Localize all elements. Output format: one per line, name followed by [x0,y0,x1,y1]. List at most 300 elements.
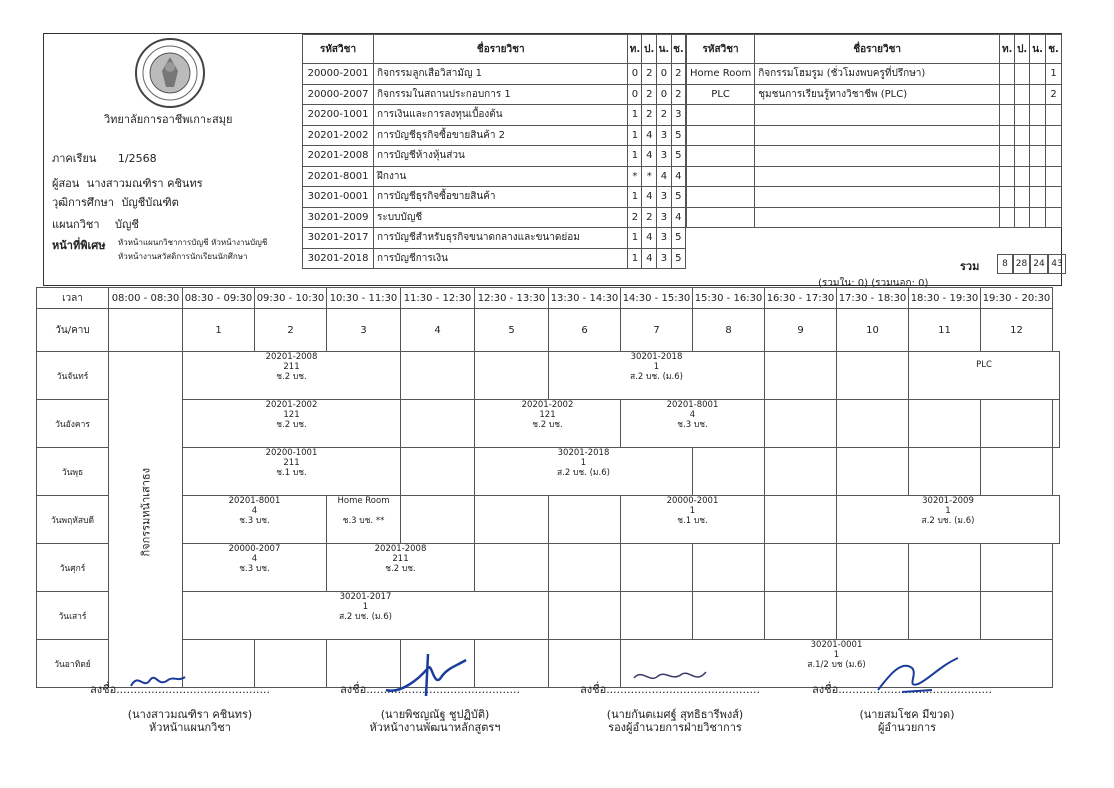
subject-code [687,146,755,167]
slot-code: 30201-2017 [339,592,392,602]
slot-room: 1 [945,506,951,516]
slot-room: 4 [251,506,258,516]
total-n: 24 [1030,254,1048,274]
subject-c: 5 [671,125,685,146]
subject-code [687,125,755,146]
period-label: วัน/คาบ [37,309,109,352]
subject-code: 30201-0001 [303,187,374,208]
subject-t [1000,64,1015,85]
slot-tue-3[interactable] [621,400,765,448]
subject-c [1046,146,1062,167]
sign-label: ลงชื่อ [812,683,839,696]
slot-thu-3[interactable] [621,496,765,544]
left-row [303,187,686,208]
subjects-header-row [303,35,686,64]
subject-t [1000,125,1015,146]
subject-t: 1 [628,228,642,249]
empty-slot [909,592,981,640]
col-name-right: ชื่อรายวิชา [755,35,1000,64]
subject-n: 2 [657,105,672,126]
duty-line-2: หัวหน้างานสวัสดิการนักเรียนนักศึกษา [118,252,248,261]
subject-n [1030,125,1046,146]
col-t: ท. [628,35,642,64]
slot-code: 20201-8001 [666,400,719,410]
empty-slot [837,544,909,592]
subject-name: กิจกรรมลูกเสือวิสามัญ 1 [374,64,628,85]
slot-fri-2[interactable] [327,544,475,592]
row-monday [37,352,1060,400]
slot-room: 121 [539,410,556,420]
subject-name: ชุมชนการเรียนรู้ทางวิชาชีพ (PLC) [755,84,1000,105]
empty-slot [981,448,1053,496]
subject-p [1015,187,1030,208]
subject-p: 4 [642,248,657,269]
subject-n [1030,187,1046,208]
subject-t [1000,146,1015,167]
slot-group: ช.3 บช. ** [342,516,385,526]
empty-slot [693,592,765,640]
sign-line-2: ลงชื่อ............................................ [340,683,521,696]
slot-room: 1 [362,602,369,612]
row-tuesday [37,400,1060,448]
time-slot: 08:00 - 08:30 [109,288,183,309]
subject-p [1015,64,1030,85]
college-name: วิทยาลัยการอาชีพเกาะสมุย [104,113,233,126]
total-p: 28 [1013,254,1030,274]
right-row [687,207,1062,228]
time-slot: 15:30 - 16:30 [693,288,765,309]
left-row [303,228,686,249]
slot-code: 30201-2018 [630,352,683,362]
signature-2-icon [380,650,470,700]
time-slot: 13:30 - 14:30 [549,288,621,309]
duty-label: หน้าที่พิเศษ [52,239,106,252]
slot-thu-1[interactable] [183,496,327,544]
subject-n: 3 [657,248,672,269]
subject-n [1030,84,1046,105]
period-number: 9 [765,309,837,352]
slot-group: ช.3 บช. [677,420,708,430]
subject-p [1015,84,1030,105]
subject-p: * [642,166,657,187]
subject-name: กิจกรรมโฮมรูม (ชั่วโมงพบครูที่ปรึกษา) [755,64,1000,85]
left-row [303,105,686,126]
signer-1-role: หัวหน้าแผนกวิชา [149,721,231,734]
slot-tue-1[interactable] [183,400,401,448]
right-row [687,84,1062,105]
empty-slot [549,592,621,640]
subject-n: 0 [657,84,672,105]
empty-slot [621,592,693,640]
slot-mon-1[interactable] [183,352,401,400]
right-row [687,146,1062,167]
time-slot: 16:30 - 17:30 [765,288,837,309]
subject-t [1000,105,1015,126]
subject-t: 2 [628,207,642,228]
slot-code: 20200-1001 [265,448,318,458]
slot-sat-1[interactable] [183,592,549,640]
sign-line-1: ลงชื่อ............................................ [90,683,271,696]
empty-slot [765,352,837,400]
time-label: เวลา [37,288,109,309]
empty-slot [475,352,549,400]
empty-slot [981,400,1053,448]
total-c: 43 [1048,254,1066,274]
time-slot: 09:30 - 10:30 [255,288,327,309]
col-c: ช. [671,35,685,64]
subject-p: 4 [642,228,657,249]
day-friday: วันศุกร์ [37,544,109,592]
slot-code: Home Room [337,496,390,506]
day-thursday: วันพฤหัสบดี [37,496,109,544]
col-name: ชื่อรายวิชา [374,35,628,64]
slot-group: ส.1/2 บช (ม.6) [807,660,866,670]
subject-n: 3 [657,207,672,228]
subject-name: การบัญชีการเงิน [374,248,628,269]
dept-label: แผนกวิชา [52,218,100,231]
subject-name: การบัญชีห้างหุ้นส่วน [374,146,628,167]
subject-name [755,105,1000,126]
subject-code [687,187,755,208]
subject-n: 3 [657,125,672,146]
time-slot: 08:30 - 09:30 [183,288,255,309]
subject-p [1015,146,1030,167]
col-n-right: น. [1030,35,1046,64]
term-label: ภาคเรียน [52,152,97,165]
period-number: 1 [183,309,255,352]
term-row [52,149,157,167]
subject-code: 20000-2001 [303,64,374,85]
slot-room: 1 [653,362,660,372]
college-seal-icon [134,37,206,109]
period-number: 4 [401,309,475,352]
slot-thu-2[interactable] [327,496,401,544]
subject-code: 20000-2007 [303,84,374,105]
empty-slot [765,448,837,496]
subject-n: 3 [657,228,672,249]
degree-label: วุฒิการศึกษา [52,196,114,209]
left-row [303,248,686,269]
subject-n: 0 [657,64,672,85]
slot-group: ช.2 บช. [532,420,563,430]
empty-slot [475,544,549,592]
subject-code [687,105,755,126]
slot-fri-1[interactable] [183,544,327,592]
subject-code: 20201-2008 [303,146,374,167]
subject-name [755,166,1000,187]
slot-mon-2[interactable] [549,352,765,400]
subject-name [755,187,1000,208]
slot-room: 4 [251,554,258,564]
dept-row [52,215,139,233]
subject-c: 5 [671,248,685,269]
slot-thu-4[interactable] [837,496,1060,544]
empty-slot [401,352,475,400]
subject-c [1046,125,1062,146]
signature-1-icon [128,668,188,694]
left-row [303,64,686,85]
day-monday: วันจันทร์ [37,352,109,400]
dept-value: บัญชี [115,218,139,231]
empty-slot [909,400,981,448]
subject-p [1015,105,1030,126]
empty-slot [837,448,909,496]
subject-c [1046,207,1062,228]
signer-3-role: รองผู้อำนวยการฝ่ายวิชาการ [608,721,742,734]
time-slot: 11:30 - 12:30 [401,288,475,309]
subject-name: การเงินและการลงทุนเบื้องต้น [374,105,628,126]
subject-p: 2 [642,105,657,126]
empty-slot [401,448,475,496]
signature-block-4 [812,680,1002,734]
empty-slot [837,592,909,640]
right-row [687,64,1062,85]
slot-group: ช.2 บช. [385,564,416,574]
slot-code: 20201-8001 [228,496,281,506]
empty-slot [765,496,837,544]
right-row [687,166,1062,187]
empty-slot [1053,400,1060,448]
slot-room: 211 [392,554,409,564]
time-slot: 12:30 - 13:30 [475,288,549,309]
subject-code [687,166,755,187]
slot-code: 30201-2018 [557,448,610,458]
subject-name [755,207,1000,228]
subject-c: 3 [671,105,685,126]
slot-code: 20201-2002 [265,400,318,410]
subject-t: 1 [628,125,642,146]
subject-c: 4 [671,207,685,228]
signer-2-role: หัวหน้างานพัฒนาหลักสูตรฯ [369,721,501,734]
totals [997,254,1066,274]
empty-slot [765,544,837,592]
signer-4-role: ผู้อำนวยการ [877,721,937,734]
flag-activity-label: กิจกรรมหน้าเสาธง [139,467,153,556]
slot-wed-1[interactable] [183,448,401,496]
time-slot: 19:30 - 20:30 [981,288,1053,309]
day-saturday: วันเสาร์ [37,592,109,640]
col-code-right: รหัสวิชา [687,35,755,64]
subject-n [1030,105,1046,126]
slot-room: 1 [689,506,696,516]
sign-label: ลงชื่อ [90,683,117,696]
teacher-row [52,174,203,192]
slot-code: 30201-0001 [810,640,863,650]
slot-room: 1 [580,458,587,468]
subject-p [1015,207,1030,228]
slot-group: ส.2 บช. (ม.6) [630,372,683,382]
subject-t: 0 [628,84,642,105]
subject-name: ฝึกงาน [374,166,628,187]
subject-code: 30201-2018 [303,248,374,269]
signer-2-name: (นายพิชญณัฐ ชูปฏิบัติ) [380,708,490,721]
degree-value: บัญชีบัณฑิต [121,196,179,209]
subject-t: 1 [628,105,642,126]
slot-code: 20201-2002 [521,400,574,410]
left-row [303,125,686,146]
slot-room: 1 [833,650,840,660]
subject-t [1000,84,1015,105]
right-row [687,125,1062,146]
subject-name [755,125,1000,146]
slot-code: 20201-2008 [265,352,318,362]
day-sunday: วันอาทิตย์ [37,640,109,688]
sign-label: ลงชื่อ [580,683,607,696]
subject-code: PLC [687,84,755,105]
subject-t: 0 [628,64,642,85]
subjects-table-right [686,34,1062,228]
term-value: 1/2568 [117,152,157,165]
summary-text: (รวมใน: 0) (รวมนอก: 0) [818,278,929,289]
signature-block-1 [90,680,290,734]
subject-c: 2 [671,84,685,105]
subject-c: 4 [671,166,685,187]
col-p-right: ป. [1015,35,1030,64]
period-header-row [37,309,1060,352]
subject-code: Home Room [687,64,755,85]
empty-slot [549,496,621,544]
row-thursday [37,496,1060,544]
subject-n [1030,166,1046,187]
empty-slot [981,544,1053,592]
total-t: 8 [997,254,1013,274]
slot-group: ช.3 บช. [239,564,270,574]
subject-c: 5 [671,228,685,249]
period-number: 2 [255,309,327,352]
time-slot: 18:30 - 19:30 [909,288,981,309]
col-t-right: ท. [1000,35,1015,64]
subject-c: 5 [671,187,685,208]
total-label: รวม [960,260,980,273]
time-slot: 10:30 - 11:30 [327,288,401,309]
slot-group: ช.3 บช. [239,516,270,526]
period-number: 3 [327,309,401,352]
subject-name: การบัญชีธุรกิจซื้อขายสินค้า [374,187,628,208]
sign-line-4: ลงชื่อ............................................ [812,683,993,696]
subject-n [1030,64,1046,85]
subject-code: 20200-1001 [303,105,374,126]
subject-t [1000,166,1015,187]
subject-t [1000,187,1015,208]
subject-name: กิจกรรมในสถานประกอบการ 1 [374,84,628,105]
row-wednesday [37,448,1060,496]
subject-n: 3 [657,146,672,167]
slot-wed-2[interactable] [475,448,693,496]
left-row [303,146,686,167]
col-p: ป. [642,35,657,64]
signer-1-name: (นางสาวมณฑิรา คชินทร) [127,708,253,721]
subject-p: 2 [642,84,657,105]
signature-4-icon [872,654,962,698]
left-row [303,84,686,105]
slot-room: 121 [283,410,300,420]
subject-n [1030,207,1046,228]
subject-n: 4 [657,166,672,187]
empty-slot [909,544,981,592]
subject-name: การบัญชีสำหรับธุรกิจขนาดกลางและขนาดย่อม [374,228,628,249]
period-number: 6 [549,309,621,352]
slot-group: ช.1 บช. [677,516,708,526]
empty-slot [765,592,837,640]
signature-block-3 [580,680,770,734]
subject-code: 30201-2009 [303,207,374,228]
col-c-right: ช. [1046,35,1062,64]
subject-p [1015,166,1030,187]
slot-code: PLC [976,360,992,370]
teacher-value: นางสาวมณฑิรา คชินทร [86,177,203,190]
col-code: รหัสวิชา [303,35,374,64]
col-n: น. [657,35,672,64]
subject-c [1046,105,1062,126]
slot-mon-3[interactable] [909,352,1060,400]
slot-group: ส.2 บช. (ม.6) [339,612,392,622]
subject-name: การบัญชีธุรกิจซื้อขายสินค้า 2 [374,125,628,146]
period-number: 5 [475,309,549,352]
slot-room: 211 [283,458,300,468]
teacher-label: ผู้สอน [52,177,80,190]
subject-t: 1 [628,146,642,167]
subject-p: 4 [642,125,657,146]
empty-slot [693,544,765,592]
slot-tue-2[interactable] [475,400,621,448]
day-tuesday: วันอังคาร [37,400,109,448]
slot-room: 4 [689,410,696,420]
period-blank [109,309,183,352]
subject-c: 2 [671,64,685,85]
subject-p: 2 [642,207,657,228]
empty-slot [765,400,837,448]
subject-p: 4 [642,187,657,208]
subject-t: 1 [628,248,642,269]
subject-p: 4 [642,146,657,167]
subject-c: 5 [671,146,685,167]
row-friday [37,544,1060,592]
time-slot: 17:30 - 18:30 [837,288,909,309]
signer-4-name: (นายสมโชค มีขวด) [859,708,955,721]
slot-group: ช.2 บช. [276,372,307,382]
subject-p: 2 [642,64,657,85]
subject-t [1000,207,1015,228]
subject-t: * [628,166,642,187]
subject-t: 1 [628,187,642,208]
empty-slot [549,544,621,592]
time-slot: 14:30 - 15:30 [621,288,693,309]
slot-code: 20201-2008 [374,544,427,554]
subject-n [1030,146,1046,167]
subject-code: 20201-8001 [303,166,374,187]
duty-line-1: หัวหน้าแผนกวิชาการบัญชี หัวหน้างานบัญชี [118,238,268,247]
left-row [303,166,686,187]
subject-name [755,146,1000,167]
empty-slot [909,448,981,496]
empty-slot [837,352,909,400]
period-number: 8 [693,309,765,352]
slot-group: ส.2 บช. (ม.6) [557,468,610,478]
subject-c: 2 [1046,84,1062,105]
subjects-header-row-right [687,35,1062,64]
subject-code: 30201-2017 [303,228,374,249]
day-wednesday: วันพุธ [37,448,109,496]
sign-label: ลงชื่อ [340,683,367,696]
right-row [687,187,1062,208]
signature-3-icon [630,666,710,694]
right-row [687,105,1062,126]
timetable-grid [36,287,1060,688]
period-number: 7 [621,309,693,352]
slot-group: ส.2 บช. (ม.6) [921,516,975,526]
period-number: 10 [837,309,909,352]
subject-c [1046,166,1062,187]
